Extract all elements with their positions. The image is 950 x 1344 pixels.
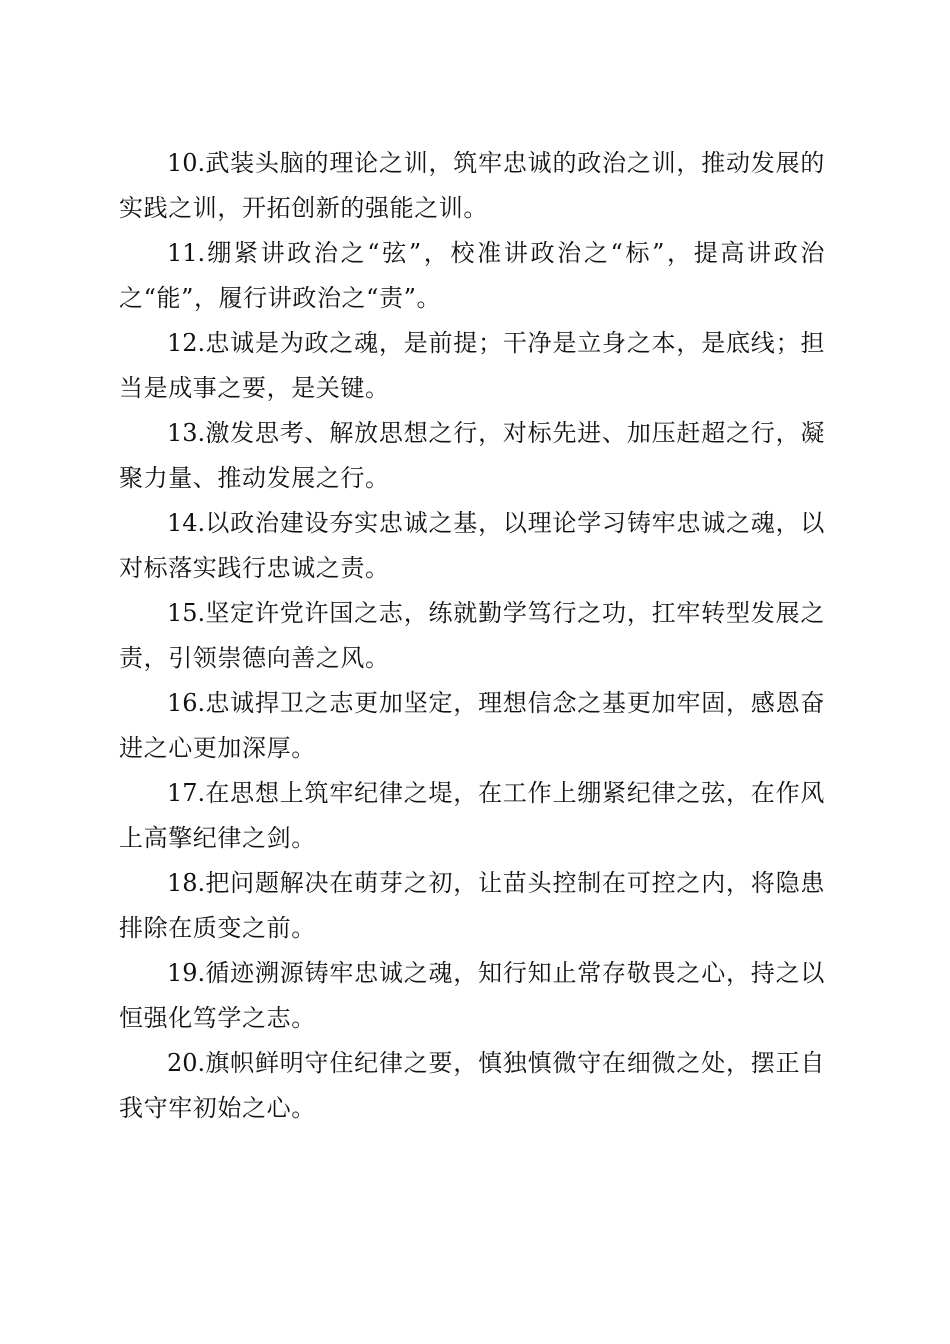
- item-text: 把问题解决在萌芽之初，让苗头控制在可控之内，将隐患排除在质变之前。: [119, 869, 825, 942]
- item-text: 武装头脑的理论之训，筑牢忠诚的政治之训，推动发展的实践之训，开拓创新的强能之训。: [119, 149, 825, 222]
- item-number: 13.: [167, 419, 206, 447]
- list-item: [119, 1041, 825, 1131]
- item-text: 忠诚捍卫之志更加坚定，理想信念之基更加牢固，感恩奋进之心更加深厚。: [119, 689, 825, 762]
- item-number: 10.: [167, 149, 206, 177]
- item-number: 11.: [167, 239, 206, 267]
- item-text: 在思想上筑牢纪律之堤，在工作上绷紧纪律之弦，在作风上高擎纪律之剑。: [119, 779, 825, 852]
- list-item: [119, 501, 825, 591]
- list-item: [119, 951, 825, 1041]
- list-item: [119, 141, 825, 231]
- item-text: 激发思考、解放思想之行，对标先进、加压赶超之行，凝聚力量、推动发展之行。: [119, 419, 825, 492]
- item-text: 以政治建设夯实忠诚之基，以理论学习铸牢忠诚之魂，以对标落实践行忠诚之责。: [119, 509, 825, 582]
- item-text: 循迹溯源铸牢忠诚之魂，知行知止常存敬畏之心，持之以恒强化笃学之志。: [119, 959, 825, 1032]
- item-number: 12.: [167, 329, 206, 357]
- item-text: 坚定许党许国之志，练就勤学笃行之功，扛牢转型发展之责，引领崇德向善之风。: [119, 599, 825, 672]
- item-number: 19.: [167, 959, 206, 987]
- list-item: [119, 411, 825, 501]
- list-item: [119, 861, 825, 951]
- list-item: [119, 591, 825, 681]
- item-number: 16.: [167, 689, 206, 717]
- list-item: [119, 321, 825, 411]
- item-number: 18.: [167, 869, 206, 897]
- item-number: 20.: [167, 1049, 206, 1077]
- list-item: [119, 771, 825, 861]
- item-text: 绷紧讲政治之“弦”，校准讲政治之“标”，提高讲政治之“能”，履行讲政治之“责”。: [119, 239, 825, 312]
- item-text: 忠诚是为政之魂，是前提；干净是立身之本，是底线；担当是成事之要，是关键。: [119, 329, 825, 402]
- item-number: 17.: [167, 779, 206, 807]
- document-body: [119, 141, 825, 1131]
- list-item: [119, 681, 825, 771]
- item-text: 旗帜鲜明守住纪律之要，慎独慎微守在细微之处，摆正自我守牢初始之心。: [119, 1049, 825, 1122]
- item-number: 15.: [167, 599, 206, 627]
- item-number: 14.: [167, 509, 206, 537]
- list-item: [119, 231, 825, 321]
